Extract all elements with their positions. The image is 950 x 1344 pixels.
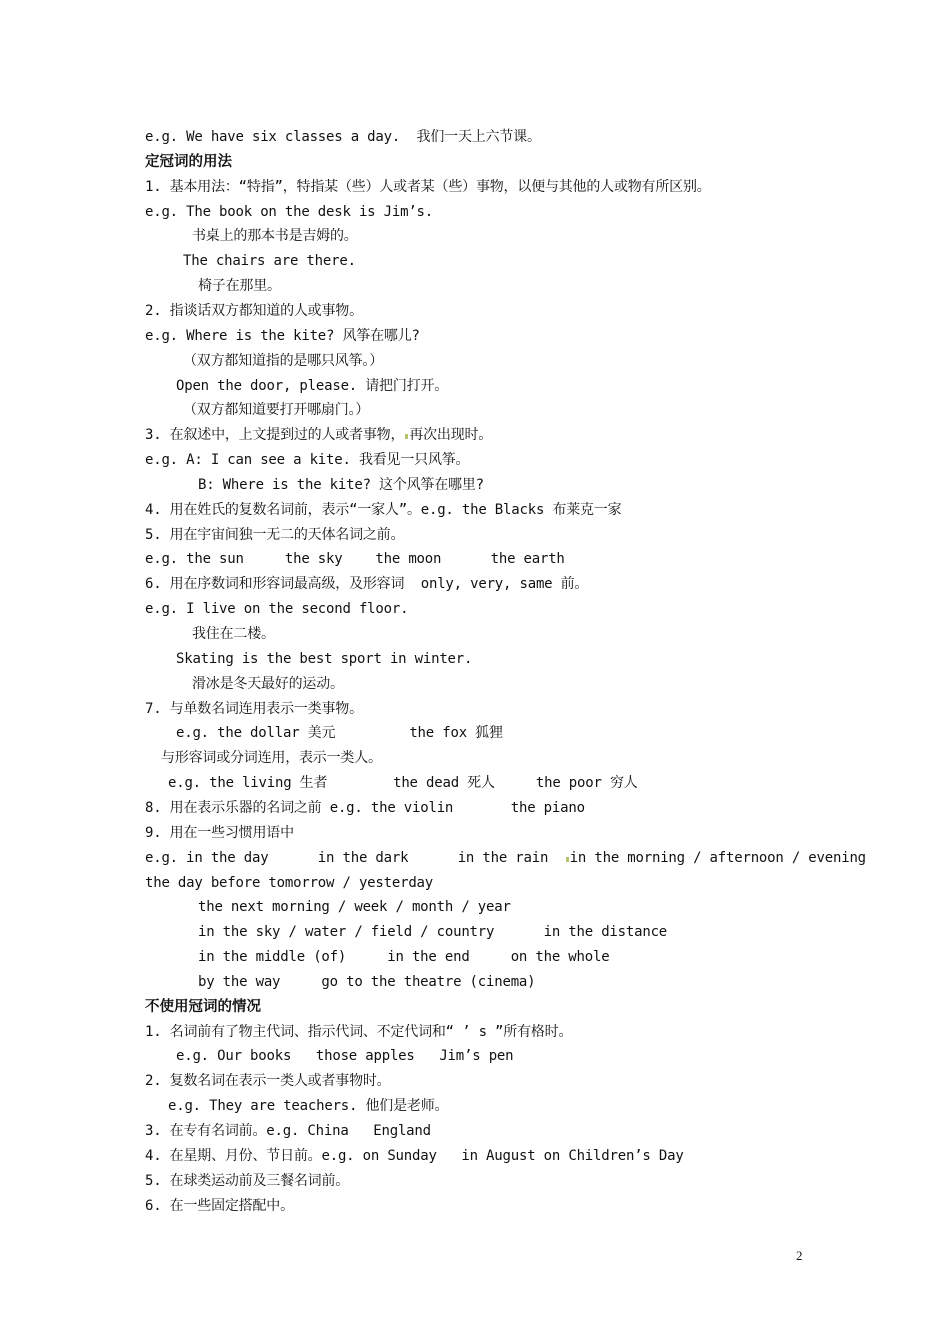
section-heading: 不使用冠词的情况 — [145, 998, 261, 1015]
text-line: 书桌上的那本书是吉姆的。 — [192, 228, 358, 245]
text-line: 6. 用在序数词和形容词最高级，及形容词 only, very, same 前。 — [145, 576, 589, 593]
text-line: 4. 在星期、月份、节日前。e.g. on Sunday in August on Children’s Day — [145, 1147, 684, 1164]
text-line: e.g. A: I can see a kite. 我看见一只风筝。 — [145, 452, 470, 469]
text-line: by the way go to the theatre (cinema) — [198, 973, 536, 990]
text-line: the next morning / week / month / year — [198, 899, 511, 916]
text-line: 5. 在球类运动前及三餐名词前。 — [145, 1172, 350, 1189]
text-line: e.g. Our books those apples Jim’s pen — [176, 1048, 514, 1065]
text-line: 椅子在那里。 — [198, 278, 281, 295]
text-line: Skating is the best sport in winter. — [176, 650, 473, 667]
text-line: Open the door, please. 请把门打开。 — [176, 377, 449, 394]
page-number: 2 — [796, 1248, 803, 1263]
mark-dot — [566, 857, 569, 862]
text-line: 我住在二楼。 — [192, 626, 275, 642]
text-line: B: Where is the kite? 这个风筝在哪里? — [198, 476, 484, 493]
text-line: 3. 在专有名词前。e.g. China England — [145, 1123, 431, 1139]
text-line: e.g. in the day in the dark in the rain in the morning / afternoon / evening — [145, 849, 866, 866]
text-line: the day before tomorrow / yesterday — [145, 874, 434, 891]
text-line: 7. 与单数名词连用表示一类事物。 — [145, 700, 363, 717]
text-line: 8. 用在表示乐器的名词之前 e.g. the violin the piano — [145, 799, 585, 816]
text-line: in the middle (of) in the end on the whole — [198, 949, 610, 966]
text-line: 1. 基本用法：“特指”，特指某（些）人或者某（些）事物，以便与其他的人或物有所区别。 — [145, 178, 711, 195]
text-line: e.g. the living 生者 the dead 死人 the poor 穷人 — [168, 775, 638, 792]
text-line: （双方都知道要打开哪扇门。） — [183, 402, 370, 419]
text-line: 5. 用在宇宙间独一无二的天体名词之前。 — [145, 526, 405, 543]
text-line: 与形容词或分词连用，表示一类人。 — [161, 750, 382, 767]
text-line: 2. 指谈话双方都知道的人或事物。 — [145, 302, 363, 319]
text-line: The chairs are there. — [183, 253, 356, 270]
text-line: e.g. The book on the desk is Jim’s. — [145, 203, 434, 220]
text-line: e.g. the sun the sky the moon the earth — [145, 551, 565, 568]
text-line: in the sky / water / field / country in the distance — [198, 924, 668, 941]
text-line: 4. 用在姓氏的复数名词前，表示“一家人”。e.g. the Blacks 布莱克一家 — [145, 501, 622, 518]
text-line: e.g. We have six classes a day. 我们一天上六节课。 — [145, 129, 541, 145]
text-line: 9. 用在一些习惯用语中 — [145, 824, 294, 841]
text-line: 6. 在一些固定搭配中。 — [145, 1197, 294, 1214]
text-line: 2. 复数名词在表示一类人或者事物时。 — [145, 1073, 391, 1090]
text-line: e.g. the dollar 美元 the fox 狐狸 — [176, 725, 503, 742]
mark-dot — [405, 434, 408, 439]
text-line: 滑冰是冬天最好的运动。 — [192, 675, 344, 692]
text-line: 3. 在叙述中，上文提到过的人或者事物， 再次出现时。 — [145, 427, 493, 444]
text-line: （双方都知道指的是哪只风筝。） — [183, 352, 383, 369]
section-heading: 定冠词的用法 — [145, 153, 232, 170]
text-line: e.g. I live on the second floor. — [145, 601, 409, 618]
text-line: e.g. Where is the kite? 风筝在哪儿? — [145, 327, 420, 344]
text-line: 1. 名词前有了物主代词、指示代词、不定代词和“ ’ s ”所有格时。 — [145, 1023, 573, 1040]
text-line: e.g. They are teachers. 他们是老师。 — [168, 1098, 449, 1115]
